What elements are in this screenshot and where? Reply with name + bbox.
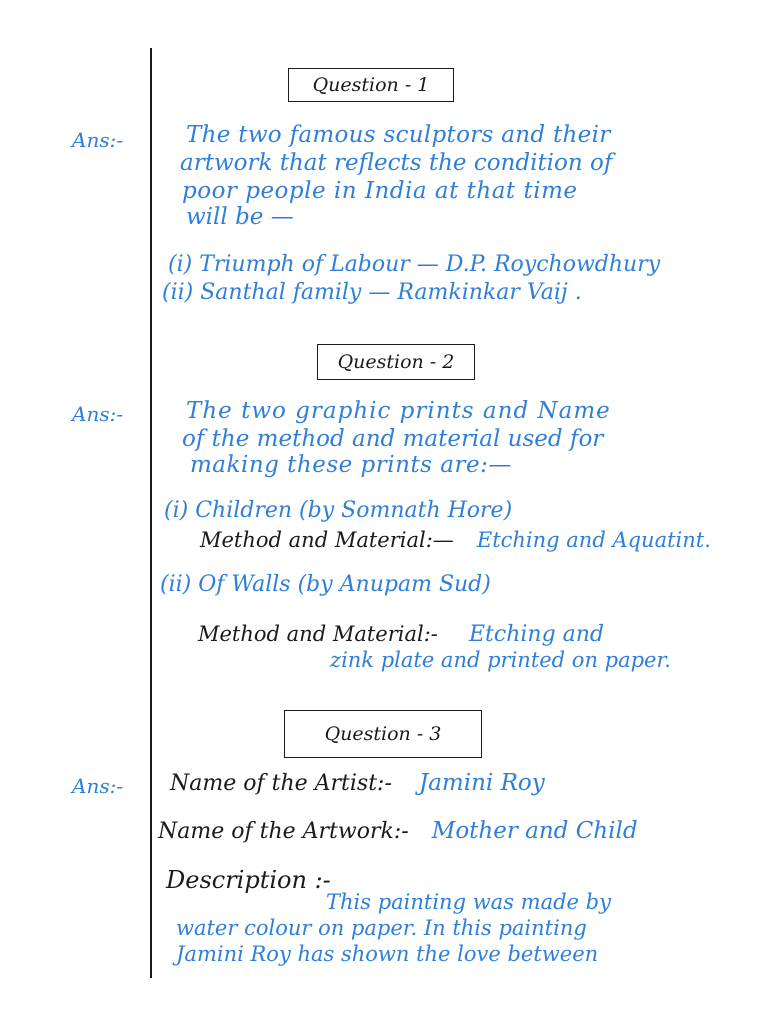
q3-artwork-row — [158, 818, 638, 844]
q3-artwork-value: Mother and Child — [431, 818, 638, 844]
margin-line — [150, 48, 152, 978]
q2-item-2: (ii) Of Walls (by Anupam Sud) — [160, 572, 491, 597]
q2-item-1-method — [200, 528, 711, 552]
q2-item-1-method-label: Method and Material:— — [200, 528, 454, 552]
q1-item-2: (ii) Santhal family — Ramkinkar Vaij . — [162, 280, 582, 305]
q2-answer-label: Ans:- — [72, 402, 124, 426]
q3-description-label: Description :- — [166, 866, 331, 894]
q2-line-1: The two graphic prints and Name — [186, 398, 611, 424]
q2-item-2-method-label: Method and Material:- — [198, 622, 438, 646]
q3-description-line-2: water colour on paper. In this painting — [176, 916, 587, 940]
q3-artist-row — [170, 770, 545, 796]
q3-description-line-3: Jamini Roy has shown the love between — [176, 942, 599, 966]
q2-item-1: (i) Children (by Somnath Hore) — [164, 498, 513, 523]
q3-artist-value: Jamini Roy — [419, 770, 545, 796]
q2-item-2-method-value-2: zink plate and printed on paper. — [330, 648, 671, 672]
q1-answer-label: Ans:- — [72, 128, 124, 152]
q2-item-2-method — [198, 622, 604, 647]
q1-line-2: artwork that reflects the condition of — [180, 150, 613, 176]
q1-item-1: (i) Triumph of Labour — D.P. Roychowdhury — [168, 252, 661, 277]
question-2-title: Question - 2 — [317, 344, 475, 380]
q2-line-3: making these prints are:— — [190, 452, 512, 478]
q3-description-line-1: This painting was made by — [326, 890, 611, 914]
q1-line-3: poor people in India at that time — [182, 178, 578, 204]
q1-line-1: The two famous sculptors and their — [186, 122, 611, 148]
q3-artist-label: Name of the Artist:- — [170, 771, 392, 796]
q2-item-2-method-value-1: Etching and — [468, 622, 605, 647]
q3-answer-label: Ans:- — [72, 774, 124, 798]
q2-item-1-method-value: Etching and Aquatint. — [476, 528, 711, 552]
q2-line-2: of the method and material used for — [182, 426, 604, 452]
question-1-title: Question - 1 — [288, 68, 454, 102]
question-3-title: Question - 3 — [284, 710, 482, 758]
q1-line-4: will be — — [186, 204, 294, 230]
q3-artwork-label: Name of the Artwork:- — [158, 819, 409, 844]
